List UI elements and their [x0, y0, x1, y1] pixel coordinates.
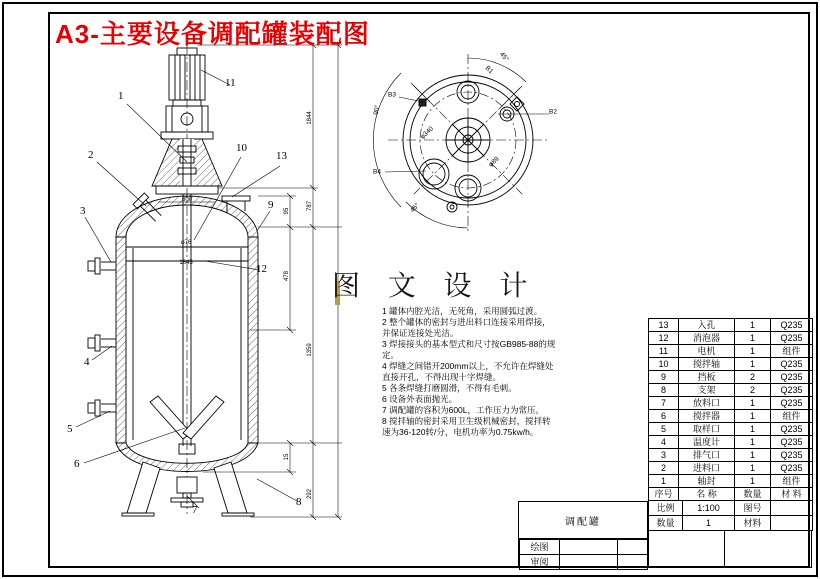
dim-label: 478 — [284, 270, 290, 282]
parts-table-row — [649, 345, 813, 358]
draw-label: 绘图 — [520, 540, 560, 555]
part-name: 支架 — [679, 384, 735, 397]
plan-view — [373, 54, 549, 232]
callout-6: 6 — [74, 458, 80, 470]
technical-notes — [382, 306, 559, 438]
nozzle-tag: B3 — [388, 91, 396, 99]
side-nozzle — [88, 335, 116, 351]
note-line: 2 整个罐体的密封与进出料口连接采用焊接，并保证连接处光洁。 — [382, 317, 551, 338]
parts-table-row — [649, 397, 813, 410]
angle-label: 90° — [372, 104, 382, 116]
scale-label: 比例 — [649, 501, 683, 516]
dim-label: 15 — [284, 453, 290, 461]
part-qty: 1 — [735, 332, 771, 345]
part-no: 6 — [649, 410, 679, 423]
draw-date-cell — [618, 540, 648, 555]
review-name-cell — [560, 555, 618, 570]
part-qty: 1 — [735, 345, 771, 358]
callout-3: 3 — [80, 205, 86, 217]
part-qty: 2 — [735, 384, 771, 397]
callout-2: 2 — [88, 149, 94, 161]
part-material: Q235 — [771, 371, 813, 384]
part-name: 放料口 — [679, 397, 735, 410]
callout-5: 5 — [67, 423, 73, 435]
part-material: Q235 — [771, 449, 813, 462]
part-name: 取样口 — [679, 423, 735, 436]
callout-4: 4 — [84, 356, 90, 368]
header-name: 名 称 — [679, 488, 735, 501]
part-no: 9 — [649, 371, 679, 384]
dim-label: 1844 — [307, 111, 313, 125]
note-line: 7 调配罐的容积为600L，工作压力为常压。 — [382, 405, 544, 415]
draw-name-cell — [560, 540, 618, 555]
part-no: 7 — [649, 397, 679, 410]
part-name: 搅拌轴 — [679, 358, 735, 371]
parts-table — [648, 318, 813, 501]
part-material: Q235 — [771, 319, 813, 332]
title-block — [518, 501, 648, 568]
remarks-divider — [724, 531, 725, 567]
part-material: Q235 — [771, 397, 813, 410]
nozzle-tag: B4 — [373, 168, 381, 176]
drawing-no-label: 图号 — [735, 501, 771, 516]
part-no: 4 — [649, 436, 679, 449]
part-qty: 1 — [735, 462, 771, 475]
part-name: 温度计 — [679, 436, 735, 449]
part-name: 消泡器 — [679, 332, 735, 345]
review-label: 审阅 — [520, 555, 560, 570]
part-material: 组件 — [771, 345, 813, 358]
qty-value: 1 — [683, 516, 735, 531]
dim-label: 1845 — [179, 260, 193, 266]
note-line: 8 搅拌轴的密封采用卫生级机械密封，搅拌转速为36-120转/分，电机功率为0.75kw/h。 — [382, 416, 551, 437]
note-line: 5 各条焊缝打磨圆滑，不得有毛刺。 — [382, 383, 517, 393]
callout-10: 10 — [236, 142, 247, 154]
parts-table-row — [649, 410, 813, 423]
part-qty: 1 — [735, 423, 771, 436]
part-material: 组件 — [771, 410, 813, 423]
callout-leaders — [76, 70, 297, 508]
remarks-box — [648, 530, 812, 568]
callout-9: 9 — [268, 199, 274, 211]
material-value — [771, 516, 813, 531]
part-material: Q235 — [771, 332, 813, 345]
note-line: 1 罐体内腔光洁，无死角，采用圆弧过渡。 — [382, 306, 543, 316]
parts-table-header-row — [649, 488, 813, 501]
part-no: 13 — [649, 319, 679, 332]
part-name: 挡板 — [679, 371, 735, 384]
part-no: 2 — [649, 462, 679, 475]
part-name: 入孔 — [679, 319, 735, 332]
callout-7: 7 — [192, 504, 198, 516]
side-nozzle — [88, 258, 116, 274]
part-no: 8 — [649, 384, 679, 397]
parts-table-row — [649, 423, 813, 436]
part-name-cell: 调配罐 — [519, 502, 647, 539]
part-qty: 1 — [735, 410, 771, 423]
part-no: 5 — [649, 423, 679, 436]
nozzle-tag: B1 — [483, 64, 495, 76]
part-qty: 1 — [735, 319, 771, 332]
parts-table-row — [649, 436, 813, 449]
header-qty: 数量 — [735, 488, 771, 501]
parts-table-row — [649, 332, 813, 345]
side-nozzle — [88, 400, 116, 416]
parts-table-row — [649, 475, 813, 488]
parts-table-row — [649, 462, 813, 475]
part-material: Q235 — [771, 384, 813, 397]
dim-label: 95 — [284, 207, 290, 215]
callout-1: 1 — [118, 90, 124, 102]
parts-table-row — [649, 358, 813, 371]
part-qty: 1 — [735, 358, 771, 371]
callout-8: 8 — [296, 496, 302, 508]
parts-table-row — [649, 449, 813, 462]
dimension-lines — [197, 42, 342, 520]
elevation-view — [76, 42, 342, 520]
part-material: 组件 — [771, 475, 813, 488]
dim-label: φ89 — [487, 155, 501, 169]
dim-label: φ76 — [180, 240, 192, 246]
note-line: 6 设备外表面抛光。 — [382, 394, 458, 404]
review-date-cell — [618, 555, 648, 570]
part-qty: 1 — [735, 436, 771, 449]
note-line: 3 焊接接头的基本型式和尺寸按GB985-88的规定。 — [382, 339, 556, 360]
callout-13: 13 — [276, 150, 287, 162]
angle-label: 45° — [409, 202, 421, 214]
part-no: 11 — [649, 345, 679, 358]
drawing-title: A3-主要设备调配罐装配图 — [55, 19, 370, 49]
part-qty: 1 — [735, 475, 771, 488]
part-name: 轴封 — [679, 475, 735, 488]
header-no: 序号 — [649, 488, 679, 501]
dim-label: 292 — [307, 488, 313, 500]
dim-label: 600 — [181, 197, 193, 203]
scale-value: 1:100 — [683, 501, 735, 516]
callout-11: 11 — [225, 77, 236, 89]
part-qty: 2 — [735, 371, 771, 384]
drawing-no-value — [771, 501, 813, 516]
scale-block — [648, 500, 813, 531]
material-label: 材料 — [735, 516, 771, 531]
part-material: Q235 — [771, 423, 813, 436]
note-line: 4 焊缝之间错开200mm以上，不允许在焊缝处直接开孔，不得出现十字焊缝。 — [382, 361, 554, 382]
part-no: 10 — [649, 358, 679, 371]
parts-table-row — [649, 319, 813, 332]
dim-label: 787 — [307, 200, 313, 212]
angle-label: 45° — [498, 50, 510, 64]
part-name: 排气口 — [679, 449, 735, 462]
part-no: 1 — [649, 475, 679, 488]
part-no: 3 — [649, 449, 679, 462]
parts-table-row — [649, 384, 813, 397]
part-material: Q235 — [771, 436, 813, 449]
parts-table-row — [649, 371, 813, 384]
qty-label: 数量 — [649, 516, 683, 531]
part-qty: 1 — [735, 397, 771, 410]
part-no: 12 — [649, 332, 679, 345]
part-material: Q235 — [771, 462, 813, 475]
dim-label: φ340 — [419, 125, 435, 141]
stamp-text: 图 文 设 计 — [332, 270, 538, 301]
callout-12: 12 — [256, 263, 267, 275]
part-qty: 1 — [735, 449, 771, 462]
part-name: 进料口 — [679, 462, 735, 475]
nozzle-tag: B2 — [549, 108, 557, 116]
part-name: 搅拌器 — [679, 410, 735, 423]
header-material: 材 料 — [771, 488, 813, 501]
part-material: Q235 — [771, 358, 813, 371]
part-name: 电机 — [679, 345, 735, 358]
dim-label: 1359 — [307, 343, 313, 357]
